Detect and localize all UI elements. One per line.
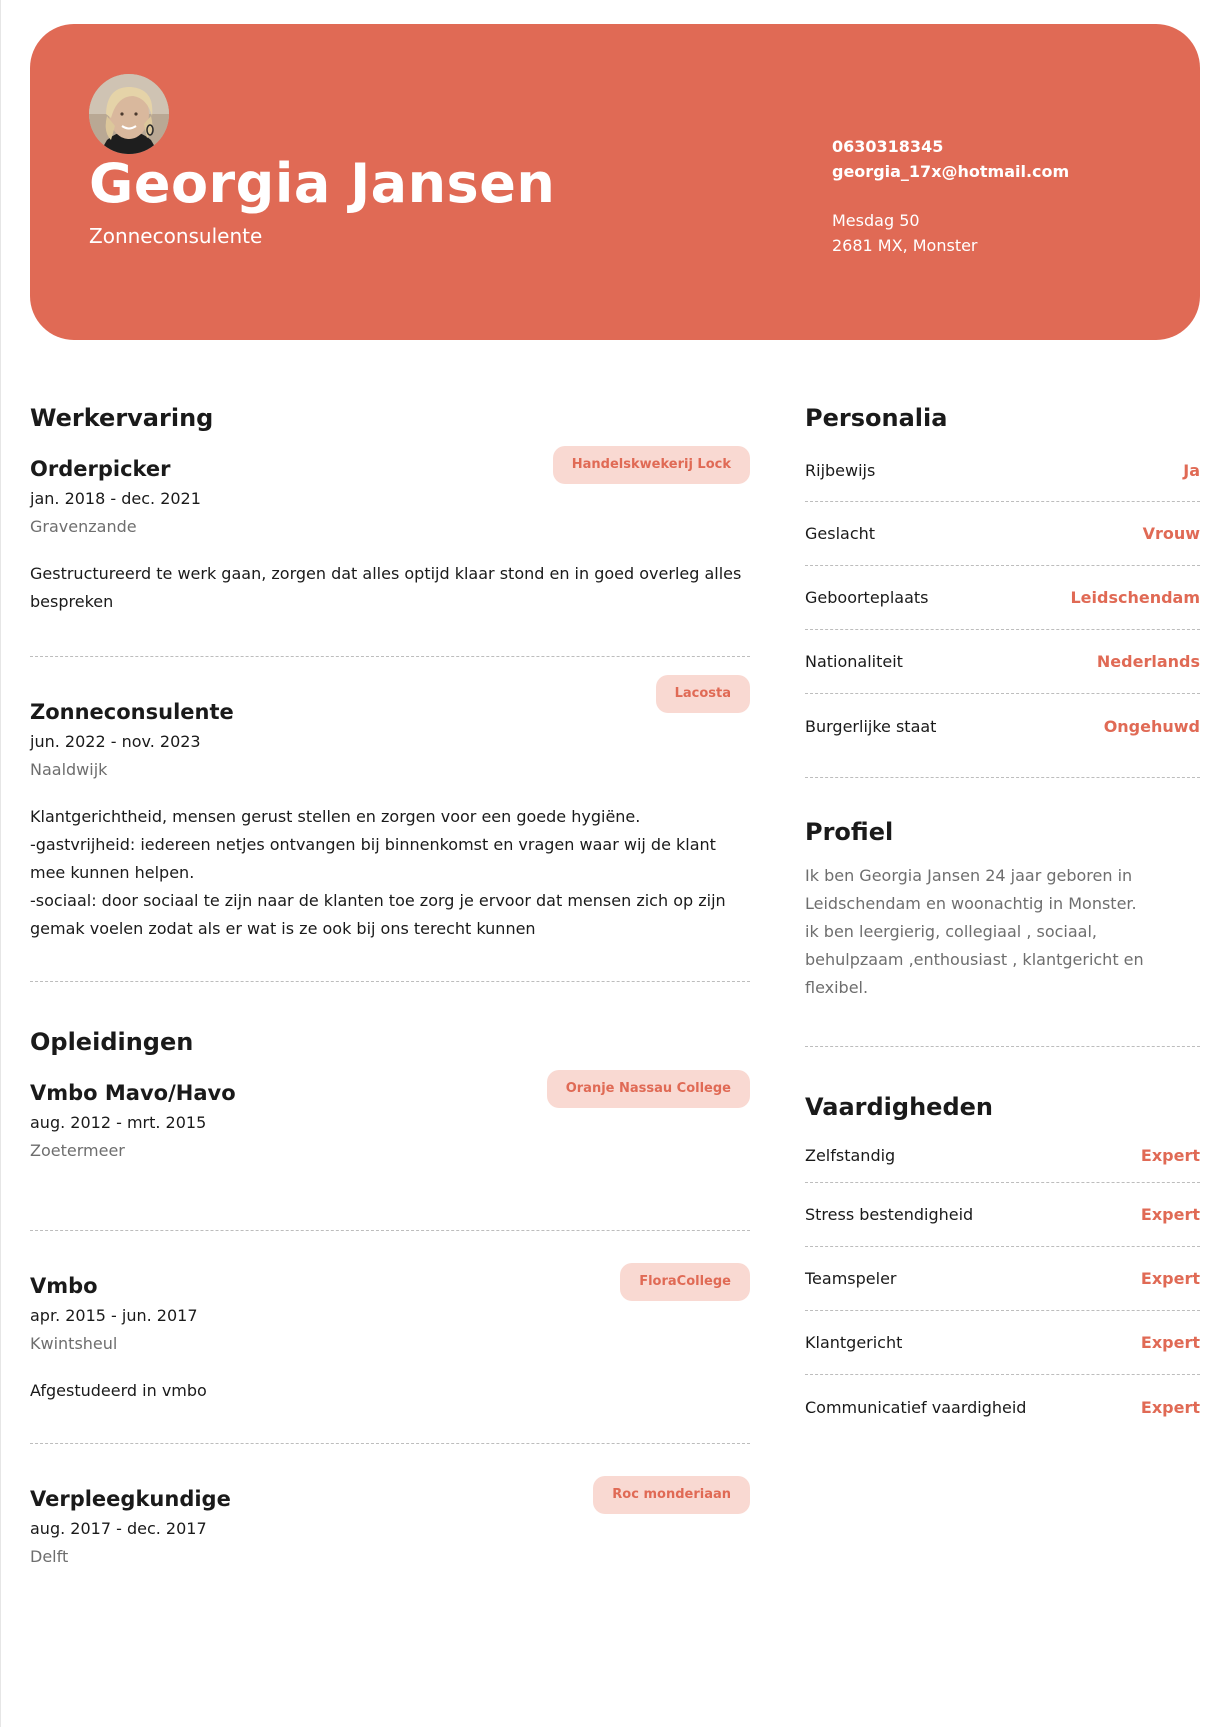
company-badge: Lacosta: [656, 675, 750, 713]
school-badge: Oranje Nassau College: [547, 1070, 750, 1108]
education-entry: [30, 1484, 750, 1568]
description-line: Klantgerichtheid, mensen gerust stellen en zorgen voor een goede hygiëne.: [30, 807, 641, 826]
divider: [30, 981, 750, 982]
entry-title: Vmbo Mavo/Havo: [30, 1081, 236, 1105]
skill-row: [805, 1311, 1200, 1375]
skills-list: [805, 1129, 1200, 1439]
entry-description: Afgestudeerd in vmbo: [30, 1381, 207, 1400]
row-value: Leidschendam: [1070, 588, 1200, 607]
work-entry: [30, 454, 750, 616]
skill-level: Expert: [1140, 1205, 1200, 1224]
candidate-name: Georgia Jansen: [89, 152, 556, 215]
job-title: Zonneconsulente: [89, 224, 263, 248]
divider: [30, 1230, 750, 1231]
entry-place: Zoetermeer: [30, 1141, 125, 1160]
row-label: Burgerlijke staat: [805, 717, 937, 736]
entry-date: aug. 2017 - dec. 2017: [30, 1519, 207, 1538]
header-banner: [30, 24, 1200, 340]
row-value: Vrouw: [1142, 524, 1200, 543]
education-entry: [30, 1271, 750, 1405]
personal-row: [805, 630, 1200, 694]
entry-date: apr. 2015 - jun. 2017: [30, 1306, 198, 1325]
entry-date: jan. 2018 - dec. 2021: [30, 489, 201, 508]
entry-place: Naaldwijk: [30, 760, 108, 779]
personal-row: [805, 440, 1200, 502]
contact-block: [832, 134, 1069, 258]
skill-row: [805, 1375, 1200, 1439]
page-edge: [0, 0, 1, 1727]
section-title-education: Opleidingen: [30, 1028, 194, 1056]
skill-row: [805, 1247, 1200, 1311]
personal-list: [805, 440, 1200, 778]
personal-row: [805, 502, 1200, 566]
section-title-profile: Profiel: [805, 818, 894, 846]
divider: [805, 1046, 1200, 1047]
skill-label: Klantgericht: [805, 1333, 903, 1352]
skill-label: Communicatief vaardigheid: [805, 1397, 1027, 1417]
entry-description: Gestructureerd te werk gaan, zorgen dat alles optijd klaar stond en in goed overleg alles bespreken: [30, 564, 742, 611]
personal-row: [805, 566, 1200, 630]
right-column: [805, 400, 1200, 1439]
entry-title: Orderpicker: [30, 457, 171, 481]
phone-number[interactable]: 0630318345: [832, 137, 944, 156]
company-badge: Handelskwekerij Lock: [553, 446, 750, 484]
entry-date: aug. 2012 - mrt. 2015: [30, 1113, 207, 1132]
entry-place: Gravenzande: [30, 517, 137, 536]
skill-level: Expert: [1140, 1397, 1200, 1417]
city-address: 2681 MX, Monster: [832, 236, 978, 255]
skill-label: Stress bestendigheid: [805, 1205, 974, 1224]
row-value: Ongehuwd: [1103, 717, 1200, 736]
entry-title: Verpleegkundige: [30, 1487, 231, 1511]
skill-label: Zelfstandig: [805, 1146, 896, 1165]
row-value: Nederlands: [1096, 652, 1200, 671]
divider: [30, 656, 750, 657]
description-line: -sociaal: door sociaal te zijn naar de klanten toe zorg je ervoor dat mensen zich op zijn gemak voelen zodat als er wat is ze ook bij ons terecht kunnen: [30, 891, 726, 938]
entry-title: Vmbo: [30, 1274, 98, 1298]
profile-line: ik ben leergierig, collegiaal , sociaal, behulpzaam ,enthousiast , klantgericht en flexibel.: [805, 922, 1144, 997]
row-label: Geboorteplaats: [805, 588, 929, 607]
row-value: Ja: [1183, 461, 1200, 480]
street-address: Mesdag 50: [832, 211, 920, 230]
section-title-work: Werkervaring: [30, 404, 214, 432]
skill-label: Teamspeler: [805, 1269, 897, 1288]
left-column: [30, 400, 750, 1568]
entry-title: Zonneconsulente: [30, 700, 234, 724]
entry-description: [30, 803, 750, 943]
skill-level: Expert: [1140, 1333, 1200, 1352]
skill-row: [805, 1183, 1200, 1247]
avatar: [89, 74, 169, 154]
row-label: Nationaliteit: [805, 652, 903, 671]
row-label: Geslacht: [805, 524, 876, 543]
section-title-skills: Vaardigheden: [805, 1093, 993, 1121]
skill-row: [805, 1129, 1200, 1183]
entry-date: jun. 2022 - nov. 2023: [30, 732, 201, 751]
skill-level: Expert: [1140, 1146, 1200, 1165]
row-label: Rijbewijs: [805, 461, 876, 480]
description-line: -gastvrijheid: iedereen netjes ontvangen bij binnenkomst en vragen waar wij de klant mee kunnen helpen.: [30, 835, 716, 882]
personal-row: [805, 694, 1200, 778]
entry-place: Kwintsheul: [30, 1334, 118, 1353]
divider: [30, 1443, 750, 1444]
section-title-personal: Personalia: [805, 404, 948, 432]
education-entry: [30, 1078, 750, 1162]
profile-line: Ik ben Georgia Jansen 24 jaar geboren in Leidschendam en woonachtig in Monster.: [805, 866, 1137, 913]
skill-level: Expert: [1140, 1269, 1200, 1288]
school-badge: FloraCollege: [620, 1263, 750, 1301]
email-address[interactable]: georgia_17x@hotmail.com: [832, 162, 1070, 181]
entry-place: Delft: [30, 1547, 69, 1566]
work-entry: [30, 686, 750, 943]
school-badge: Roc monderiaan: [593, 1476, 750, 1514]
profile-text: [805, 862, 1200, 1002]
avatar-photo: [89, 74, 169, 154]
